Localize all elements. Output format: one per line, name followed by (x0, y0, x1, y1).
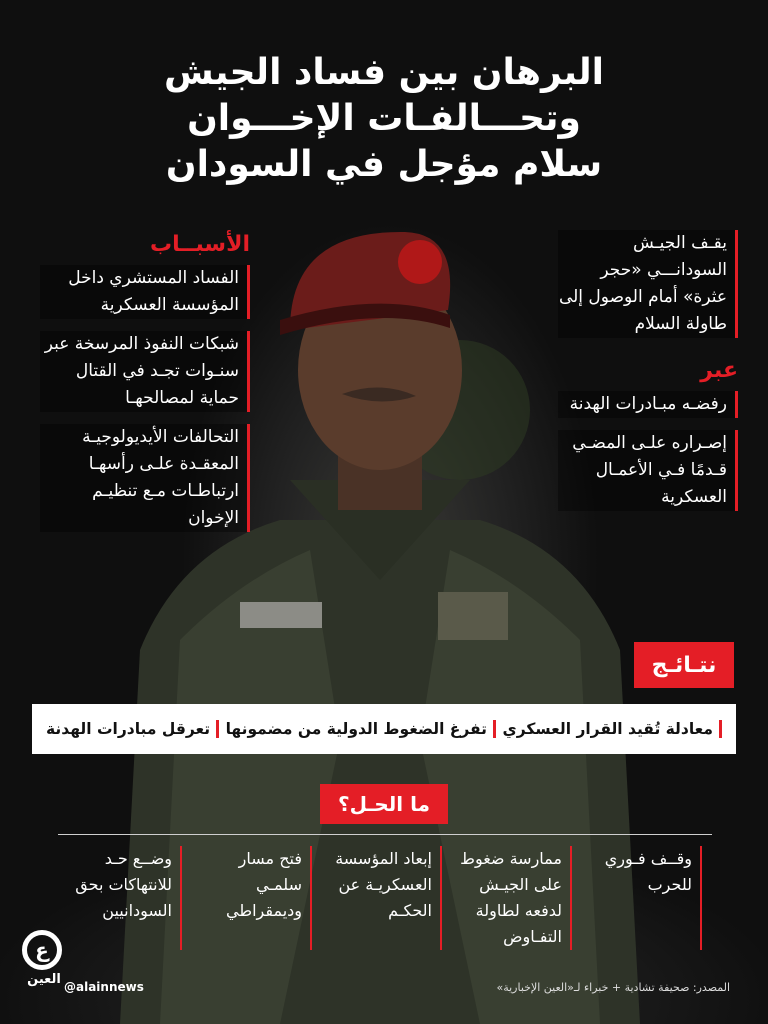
solution-item: فتح مسار سلمـي وديمقراطي (190, 846, 312, 950)
via-item: إصـراره علـى المضـي قـدمًا فـي الأعمـال العسكرية (558, 430, 738, 511)
headline (0, 50, 768, 188)
headline-line-3: سلام مؤجل في السودان (165, 144, 603, 185)
source-credit: المصدر: صحيفة تشادية + خبراء لـ«العين الإخبارية» (496, 981, 730, 994)
logo-ring-icon: ع (22, 930, 62, 970)
solution-item: وضــع حـد للانتهاكات بحق السودانيين (60, 846, 182, 950)
solutions-row (60, 846, 702, 950)
solution-item: ممارسة ضغوط على الجيـش لدفعه لطاولة التفـاوض (450, 846, 572, 950)
causes-heading: الأسبــاب (150, 232, 250, 257)
solution-item: إبعاد المؤسسة العسكريـة عن الحكـم (320, 846, 442, 950)
right-column (558, 230, 738, 523)
solution-label: ما الحـل؟ (320, 784, 448, 824)
logo-text: العين (27, 972, 61, 987)
social-handle: @alainnews (64, 980, 144, 994)
solution-divider (58, 834, 712, 835)
solution-item: وقــف فـوري للحرب (580, 846, 702, 950)
via-heading: عبر (700, 358, 738, 383)
result-item: معادلة تُقيد القرار العسكري (503, 720, 722, 738)
causes-column (40, 232, 250, 544)
results-label: نتـائـج (634, 642, 734, 688)
cause-item: الفساد المستشري داخل المؤسسة العسكرية (40, 265, 250, 319)
cause-item: شبكات النفوذ المرسخة عبر سنـوات تجـد في القتال حماية لمصالحهـا (40, 331, 250, 412)
via-item: رفضـه مبـادرات الهدنة (558, 391, 738, 418)
results-bar (32, 704, 736, 754)
result-item: تعرقل مبادرات الهدنة (46, 720, 219, 738)
headline-line-1: البرهان بين فساد الجيش (164, 52, 604, 93)
headline-line-2: وتحـــالفـات الإخـــوان (187, 98, 581, 139)
result-item: تفرغ الضغوط الدولية من مضمونها (226, 720, 496, 738)
intro-statement: يقـف الجيـش السودانـــي «حجر عثرة» أمام الوصول إلى طاولة السلام (558, 230, 738, 338)
cause-item: التحالفات الأيديولوجيـة المعقـدة علـى رأسهـا ارتباطـات مـع تنظيـم الإخوان (40, 424, 250, 532)
